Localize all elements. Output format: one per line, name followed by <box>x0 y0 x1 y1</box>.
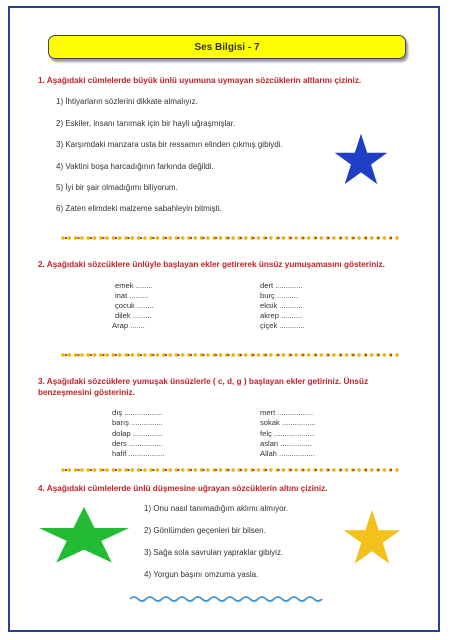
q4-item: 2) Gönlümden geçenleri bir bilsen. <box>144 526 266 535</box>
q1-item: 3) Karşımdaki manzara usta bir ressamın elinden çıkmış gibiydi. <box>56 140 283 149</box>
star-icon <box>341 508 403 568</box>
q2-heading: 2. Aşağıdaki sözcüklere ünlüyle başlayan ekler getirerek ünsüz yumuşamasını gösteriniz. <box>38 260 385 269</box>
q3-word-left: dış .................. <box>112 408 163 417</box>
page-title-text: Ses Bilgisi - 7 <box>194 41 260 53</box>
q1-item: 1) İhtiyarların sözlerini dikkate almalıyız. <box>56 97 198 106</box>
q2-word-right: dert ............. <box>260 281 303 290</box>
page-title <box>48 35 406 59</box>
dotted-divider <box>60 350 405 360</box>
q1-item: 2) Eskiler, insanı tanımak için bir hayli uğraşmışlar. <box>56 119 236 128</box>
q3-word-left: dolap .............. <box>112 429 163 438</box>
q3-word-right: felç ................... <box>260 429 315 438</box>
dotted-divider <box>60 233 405 243</box>
q2-word-right: çiçek ............ <box>260 321 305 330</box>
dotted-divider <box>60 465 405 475</box>
q4-item: 4) Yorgun başını omzuma yasla. <box>144 570 259 579</box>
q3-word-right: mert ................. <box>260 408 314 417</box>
q4-heading: 4. Aşağıdaki cümlelerde ünlü düşmesine uğrayan sözcüklerin altını çiziniz. <box>38 484 328 493</box>
q3-word-right: sokak ................ <box>260 418 316 427</box>
q1-item: 5) İyi bir şair olmadığımı biliyorum. <box>56 183 178 192</box>
q1-item: 6) Zaten elimdeki malzeme sabahleyin bitmişti. <box>56 204 222 213</box>
star-icon <box>36 505 132 567</box>
q3-word-left: hafif ................. <box>112 449 165 458</box>
q2-word-left: çocuk ........ <box>115 301 154 310</box>
q2-word-right: burç .......... <box>260 291 298 300</box>
q3-word-left: ders ................ <box>112 439 163 448</box>
q1-item: 4) Vaktini boşa harcadığının farkında değildi. <box>56 162 214 171</box>
star-icon <box>330 132 392 188</box>
q3-word-left: barış ............... <box>112 418 163 427</box>
q2-word-left: Arap ....... <box>112 321 145 330</box>
q4-item: 1) Onu nasıl tanımadığım aklımı almıyor. <box>144 504 289 513</box>
q4-item: 3) Sağa sola savrulan yapraklar gibiyiz. <box>144 548 284 557</box>
q2-word-left: inat ......... <box>115 291 149 300</box>
q2-word-right: akrep .......... <box>260 311 303 320</box>
q1-heading: 1. Aşağıdaki cümlelerde büyük ünlü uyumuna uymayan sözcüklerin altlarını çiziniz. <box>38 76 362 85</box>
q2-word-left: dilek ......... <box>115 311 152 320</box>
q2-word-right: eksik ........... <box>260 301 303 310</box>
q2-word-left: emek ........ <box>115 281 153 290</box>
q3-heading: 3. Aşağıdaki sözcüklere yumuşak ünsüzlerle ( c, d, g ) başlayan ekler getiriniz. Ünsüz benzeşmesini gösteriniz. <box>38 377 369 397</box>
q3-word-right: Allah ................. <box>260 449 315 458</box>
q3-word-right: aslan ............... <box>260 439 312 448</box>
wavy-divider <box>130 594 325 604</box>
